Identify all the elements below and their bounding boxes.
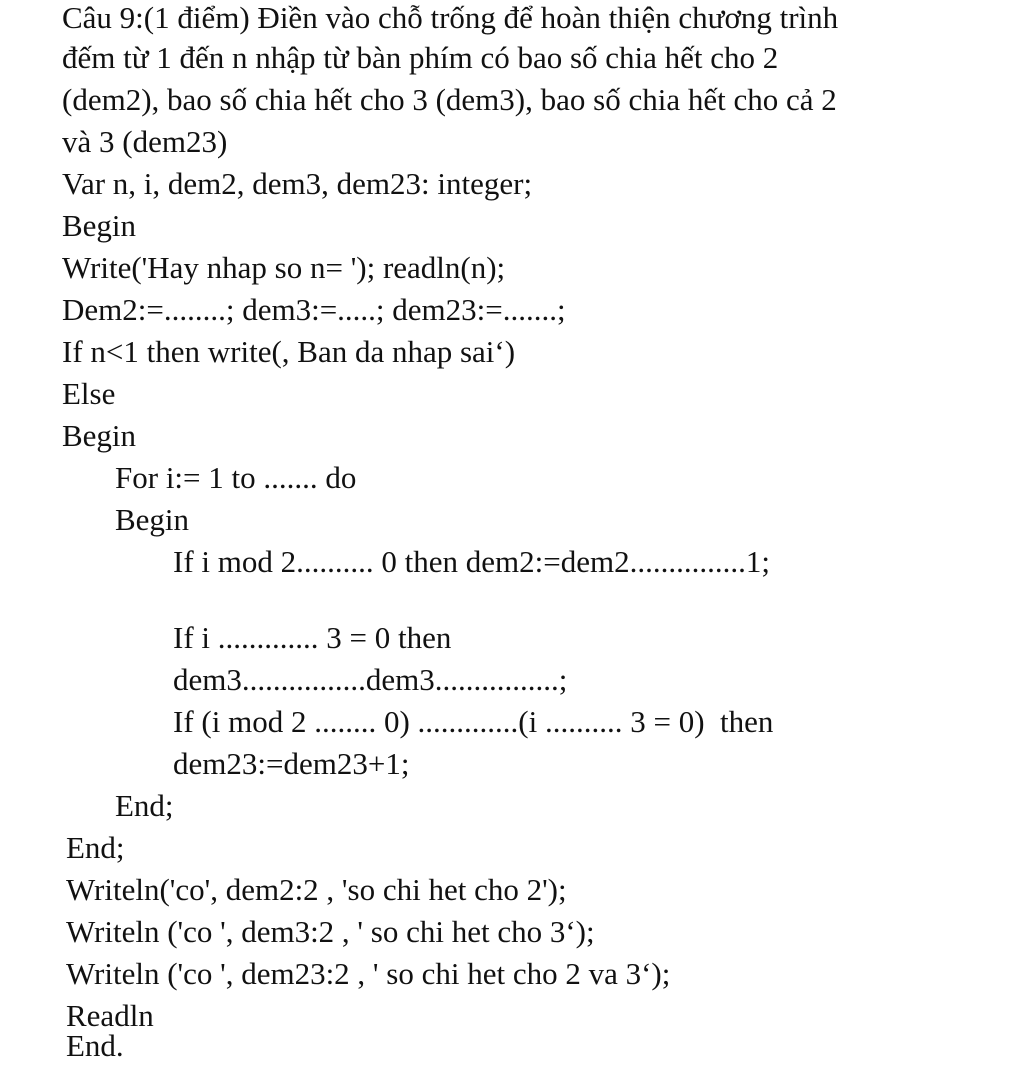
- question-line-2: đếm từ 1 đến n nhập từ bàn phím có bao số chia hết cho 2: [62, 40, 779, 75]
- code-line-else: Else: [62, 376, 116, 411]
- code-line-begin-loop: Begin: [115, 502, 190, 537]
- code-line-for-loop: For i:= 1 to ....... do: [115, 460, 357, 495]
- code-line-end-else: End;: [66, 830, 125, 865]
- code-line-writeln-dem2: Writeln('co', dem2:2 , 'so chi het cho 2');: [66, 872, 567, 907]
- code-line-dem3-assign: dem3................dem3................;: [173, 662, 568, 697]
- code-line-end-program: End.: [66, 1028, 124, 1063]
- question-line-4: và 3 (dem23): [62, 124, 228, 159]
- code-line-begin-else: Begin: [62, 418, 137, 453]
- code-line-if-both: If (i mod 2 ........ 0) .............(i .......... 3 = 0) then: [173, 704, 774, 739]
- code-line-dem23-assign: dem23:=dem23+1;: [173, 746, 410, 781]
- question-line-1: Câu 9:(1 điểm) Điền vào chỗ trống để hoàn thiện chương trình: [62, 0, 839, 35]
- code-line-writeln-dem23: Writeln ('co ', dem23:2 , ' so chi het cho 2 va 3‘);: [66, 956, 671, 991]
- code-line-begin: Begin: [62, 208, 137, 243]
- code-line-if-mod3: If i ............. 3 = 0 then: [173, 620, 452, 655]
- code-line-end-loop: End;: [115, 788, 174, 823]
- code-line-readln: Readln: [66, 998, 154, 1033]
- question-line-3: (dem2), bao số chia hết cho 3 (dem3), bao số chia hết cho cả 2: [62, 82, 837, 117]
- code-line-writeln-dem3: Writeln ('co ', dem3:2 , ' so chi het cho 3‘);: [66, 914, 595, 949]
- code-line-write-prompt: Write('Hay nhap so n= '); readln(n);: [62, 250, 506, 285]
- code-line-if-mod2: If i mod 2.......... 0 then dem2:=dem2...............1;: [173, 544, 770, 579]
- code-line-init-counters: Dem2:=........; dem3:=.....; dem23:=.......;: [62, 292, 566, 327]
- code-line-if-check: If n<1 then write(, Ban da nhap sai‘): [62, 334, 516, 369]
- code-line-var: Var n, i, dem2, dem3, dem23: integer;: [62, 166, 533, 201]
